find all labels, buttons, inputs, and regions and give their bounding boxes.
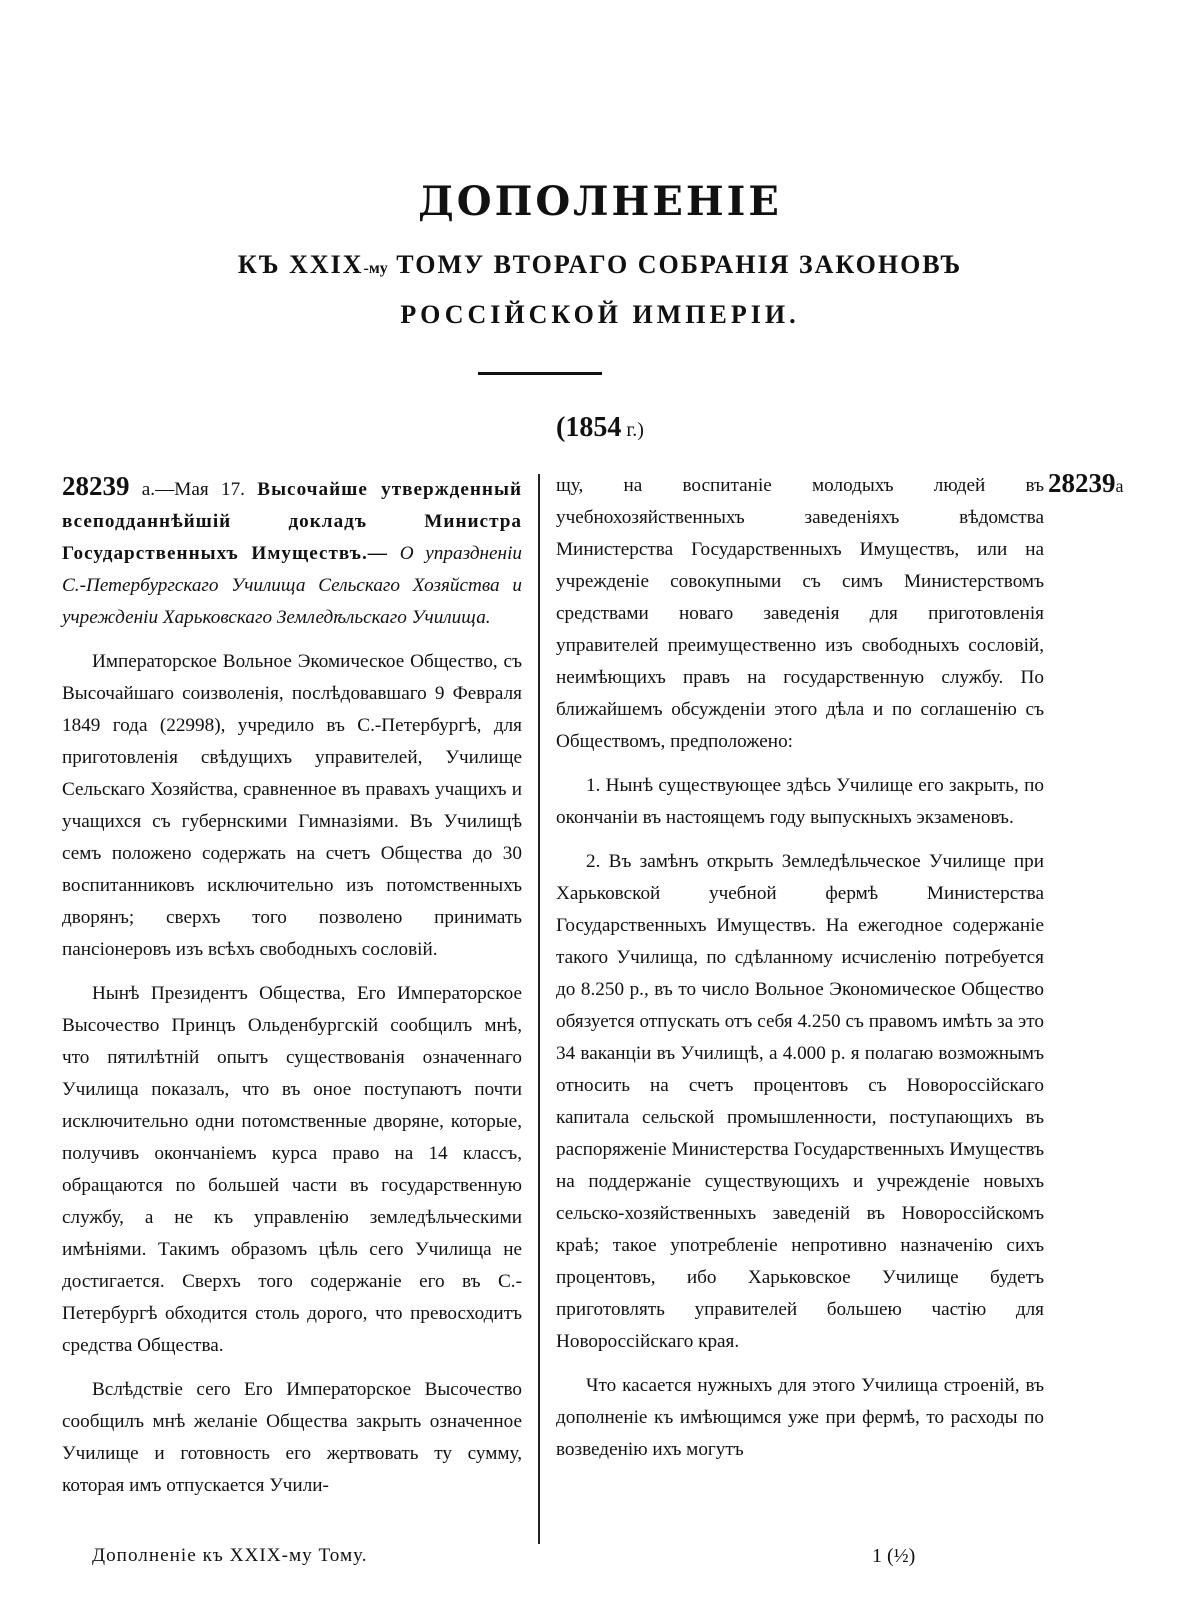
right-paragraph-2: Что касается нужныхъ для этого Училища строеній, въ дополненіе къ имѣющимся уже при фермѣ, то расходы по возведенію ихъ могутъ <box>556 1375 1044 1460</box>
right-paragraph-1: щу, на воспитаніе молодыхъ людей въ учебнохозяйственныхъ заведеніяхъ вѣдомства Министерства Государственныхъ Имуществъ, или на учрежденіе совокупными съ симъ Министерствомъ средствами новаго заведенія для приготовленія управителей преимущественно изъ свободныхъ сословій, неимѣющихъ правъ на государственную службу. По ближайшемъ обсужденіи этого дѣла и по соглашенію съ Обществомъ, предположено: <box>556 475 1044 752</box>
year-open: ( <box>556 412 566 443</box>
year-heading <box>0 412 1200 444</box>
entry-italic-title: О упраздненіи С.-Петербургскаго Училища Сельскаго Хозяйства и учрежденіи Харьковскаго Земледѣльскаго Училища. <box>62 543 523 628</box>
margin-entry-number <box>1048 468 1124 499</box>
right-item-1: 1. Нынѣ существующее здѣсь Училище его закрыть, по окончаніи въ настоящемъ году выпускныхъ экзаменовъ. <box>556 775 1044 828</box>
left-paragraph-3: Вслѣдствіе сего Его Императорское Высочество сообщилъ мнѣ желаніе Общества закрыть означенное Училище и готовность его жертвовать ту сумму, которая имъ отпускается Учили- <box>62 1379 522 1496</box>
subtitle-prefix: КЪ <box>237 250 290 279</box>
year-number: 1854 <box>565 412 622 443</box>
subtitle-roman: XXIX <box>289 250 364 279</box>
footer-sheet-mark: 1 (½) <box>872 1545 916 1567</box>
subtitle-suffix: -му <box>363 260 388 277</box>
page-title: ДОПОЛНЕНІЕ <box>418 178 782 225</box>
subtitle-line-2: РОССІЙСКОЙ ИМПЕРІИ. <box>400 300 800 329</box>
left-paragraph-1: Императорское Вольное Экомическое Общество, съ Высочайшаго соизволенія, послѣдовавшаго 9 Февраля 1849 года (22998), учредило въ С.-Петербургѣ, для приготовленія свѣдущихъ управителей, Училище Сельскаго Хозяйства, сравненное въ правахъ учащихъ и учащихся съ губернскими Гимназіями. Въ Училищѣ семъ положено содержать на счетъ Общества до 30 воспитанниковъ исключительно изъ потомственныхъ дворянъ; сверхъ того позволено принимать пансіонеровъ изъ всѣхъ свободныхъ сословій. <box>62 651 522 960</box>
year-suffix: г.) <box>621 419 644 441</box>
right-column <box>556 470 1044 1466</box>
entry-date: а.—Мая 17. <box>129 479 258 500</box>
subtitle-rest: ТОМУ ВТОРАГО СОБРАНІЯ ЗАКОНОВЪ <box>387 250 963 279</box>
subtitle-line-1 <box>0 250 1200 280</box>
margin-number: 28239 <box>1048 468 1116 498</box>
entry-heading <box>62 470 522 634</box>
entry-number: 28239 <box>62 471 130 501</box>
footer-signature: Дополненіе къ XXIX-му Тому. <box>92 1545 368 1566</box>
margin-letter: a <box>1115 476 1124 496</box>
entry-bold-title: Высочайше утвержденный всеподданнѣйшій докладъ Министра Государственныхъ Имуществъ.— <box>62 479 523 564</box>
ornamental-rule <box>478 372 602 375</box>
left-paragraph-2: Нынѣ Президентъ Общества, Его Императорское Высочество Принцъ Ольденбургскій сообщилъ мнѣ, что пятилѣтній опытъ существованія означеннаго Училища показалъ, что въ оное поступаютъ почти исключительно одни потомственные дворяне, которые, получивъ окончаніемъ курса право на 14 классъ, обращаются по большей части въ государственную службу, а не къ управленію земледѣльческими имѣніями. Такимъ образомъ цѣль сего Училища не достигается. Сверхъ того содержаніе его въ С.-Петербургѣ обходится столь дорого, что превосходитъ средства Общества. <box>62 983 522 1356</box>
right-item-2: 2. Въ замѣнъ открыть Земледѣльческое Училище при Харьковской учебной фермѣ Министерства Государственныхъ Имуществъ. На ежегодное содержаніе такого Училища, по сдѣланному исчисленію потребуется до 8.250 р., въ то число Вольное Экономическое Общество обязуется отпускать отъ себя 4.250 съ правомъ имѣть за это 34 ваканціи въ Училищѣ, а 4.000 р. я полагаю возможнымъ относить на счетъ процентовъ съ Новороссійскаго капитала сельской промышленности, поступающихъ въ распоряженіе Министерства Государственныхъ Имуществъ на поддержаніе существующихъ и учрежденіе новыхъ сельско-хозяйственныхъ заведеній въ Новороссійскомъ краѣ; такое употребленіе непротивно назначенію сихъ процентовъ, ибо Харьковское Училище будетъ приготовлять управителей большею частію для Новороссійскаго края. <box>556 851 1044 1352</box>
left-column <box>62 470 522 1502</box>
column-divider <box>538 474 541 1544</box>
